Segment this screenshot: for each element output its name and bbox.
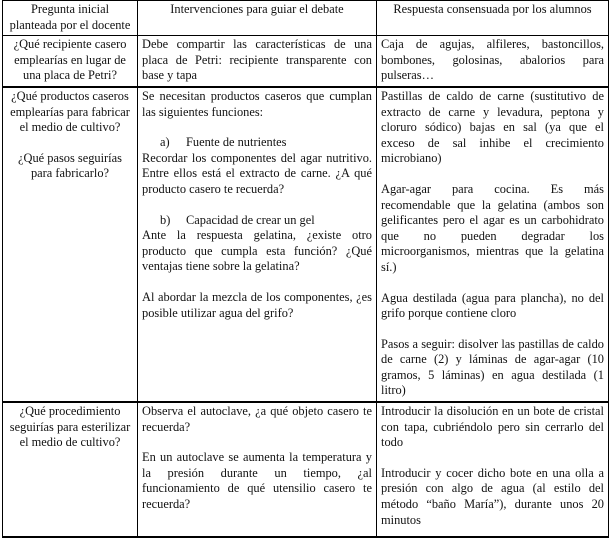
answer-text: Introducir la disolución en un bote de cristal con tapa, cubriéndolo pero sin cerrarlo del todo	[381, 404, 604, 450]
question-text: ¿Qué procedimiento seguirías para esterilizar el medio de cultivo?	[9, 404, 131, 450]
answer-text: Agua destilada (agua para plancha), no del grifo porque contiene cloro	[381, 290, 604, 321]
list-item-nutrients	[142, 135, 372, 151]
table-row	[3, 36, 609, 87]
intervention-text: En un autoclave se aumenta la temperatura y la presión durante un tiempo, ¿al funcionamiento de qué utensilio casero te recuerda?	[142, 450, 372, 512]
table-row	[3, 87, 609, 402]
intervention-cell	[138, 36, 377, 87]
header-intervention: Intervenciones para guiar el debate	[138, 1, 377, 36]
intervention-text: Debe compartir las características de una placa de Petri: recipiente transparente con base y tapa	[142, 37, 372, 83]
intervention-text: Observa el autoclave, ¿a qué objeto casero te recuerda?	[142, 404, 372, 434]
question-cell	[3, 402, 138, 537]
question-text: ¿Qué pasos seguirías para fabricarlo?	[18, 150, 122, 181]
debate-table	[2, 0, 609, 538]
answer-cell	[377, 36, 609, 87]
intervention-cell	[138, 402, 377, 537]
header-answer: Respuesta consensuada por los alumnos	[377, 1, 609, 36]
question-text: ¿Qué recipiente casero emplearías en lugar de una placa de Petri?	[13, 37, 127, 83]
answer-cell	[377, 87, 609, 402]
answer-text: Introducir y cocer dicho bote en una olla a presión con algo de agua (al estilo del método “baño María”), durante unos 20 minutos	[381, 465, 604, 527]
answer-text: Agar-agar para cocina. Es más recomendable que la gelatina (ambos son gelificantes pero el agar es un carbohidrato que no pueden degradar los microorganismos, mientras que la gelatina sí.)	[381, 181, 604, 274]
question-cell	[3, 87, 138, 402]
table-header-row	[3, 1, 609, 36]
intervention-text: Se necesitan productos caseros que cumplan las siguientes funciones:	[142, 88, 372, 119]
list-item-title: Capacidad de crear un gel	[186, 212, 315, 227]
list-item-gel	[142, 213, 372, 229]
answer-text: Caja de agujas, alfileres, bastoncillos, bombones, golosinas, abalorios para pulseras…	[381, 37, 604, 83]
intervention-text: Recordar los componentes del agar nutritivo. Entre ellos está el extracto de carne. ¿A qué producto casero te recuerda?	[142, 150, 372, 196]
intervention-text: Ante la respuesta gelatina, ¿existe otro producto que cumpla esta función? ¿Qué ventajas tiene sobre la gelatina?	[142, 228, 372, 274]
list-item-title: Fuente de nutrientes	[186, 135, 287, 150]
question-text: ¿Qué productos caseros emplearías para fabricar el medio de cultivo?	[10, 88, 130, 135]
answer-cell	[377, 402, 609, 537]
table-row	[3, 402, 609, 537]
intervention-cell	[138, 87, 377, 402]
answer-text: Pastillas de caldo de carne (sustitutivo de extracto de carne y levadura, peptona y cloruro sódico) bajas en sal (ya que el exceso de sal inhibe el crecimiento microbiano)	[381, 88, 604, 166]
question-cell	[3, 36, 138, 87]
header-question: Pregunta inicial planteada por el docente	[3, 1, 138, 36]
list-marker: b)	[160, 212, 171, 227]
intervention-text: Al abordar la mezcla de los componentes, ¿es posible utilizar agua del grifo?	[142, 289, 372, 320]
answer-text: Pasos a seguir: disolver las pastillas de caldo de carne (2) y láminas de agar-agar (10 gramos, 5 láminas) en agua destilada (1 litro)	[381, 336, 604, 398]
list-marker: a)	[160, 135, 170, 150]
